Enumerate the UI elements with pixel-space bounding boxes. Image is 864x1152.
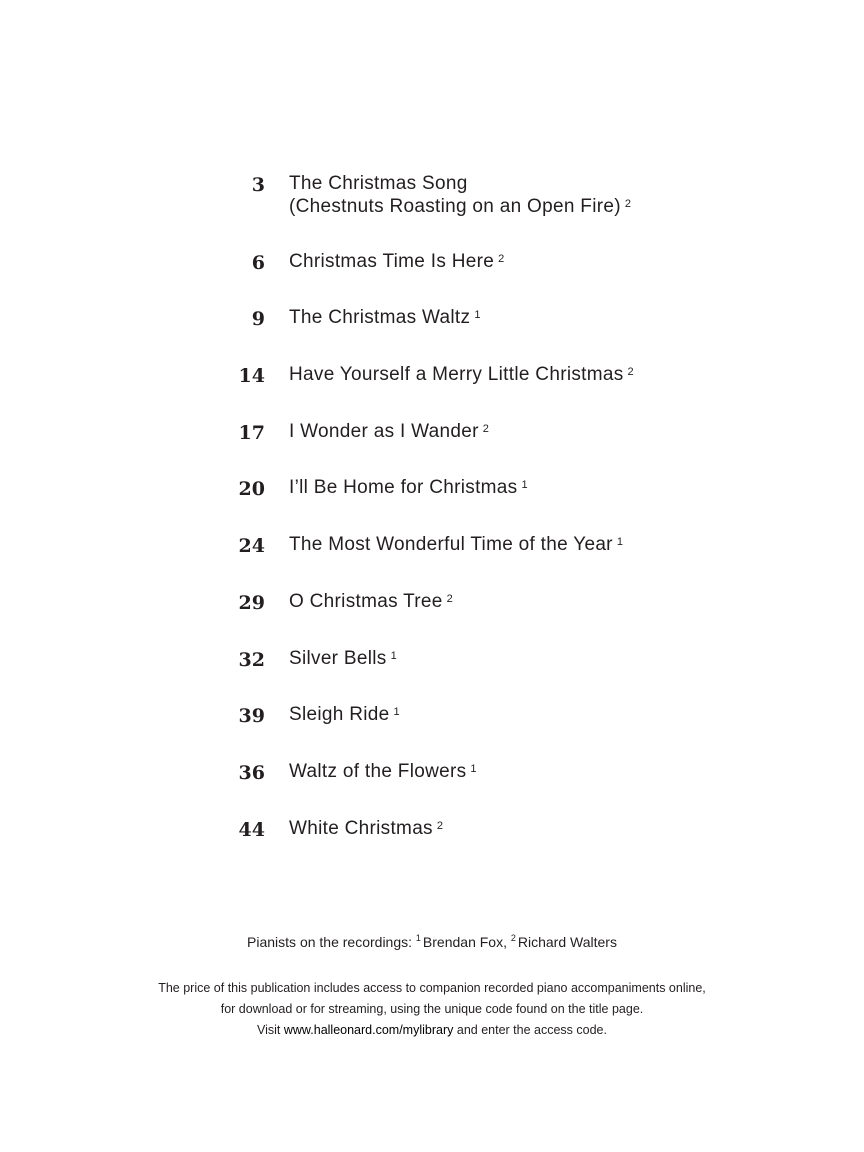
song-title bbox=[289, 363, 634, 388]
footnote-mark: 2 bbox=[446, 592, 454, 605]
footnote-mark: 2 bbox=[624, 198, 632, 210]
toc-entry[interactable] bbox=[0, 420, 864, 445]
table-of-contents bbox=[0, 172, 864, 873]
song-title-line bbox=[289, 703, 400, 726]
song-title-line bbox=[289, 306, 481, 329]
notice-line: for download or for streaming, using the unique code found on the title page. bbox=[220, 1002, 644, 1016]
footnote-mark: 2 bbox=[510, 933, 516, 943]
song-title-line bbox=[289, 420, 489, 443]
footnote-mark: 1 bbox=[474, 309, 481, 322]
pianist-name: Brendan Fox, bbox=[422, 934, 507, 950]
song-title-line bbox=[289, 647, 397, 670]
footnote-mark: 1 bbox=[470, 762, 477, 775]
song-title-line bbox=[289, 172, 631, 195]
page-number: 17 bbox=[238, 421, 265, 444]
page-number: 29 bbox=[238, 591, 265, 614]
toc-entry[interactable] bbox=[0, 172, 864, 218]
title-text: Waltz of the Flowers bbox=[289, 760, 467, 782]
song-title bbox=[289, 250, 505, 275]
page-number: 3 bbox=[251, 174, 265, 196]
page-number: 20 bbox=[238, 478, 265, 501]
toc-entry[interactable] bbox=[0, 703, 864, 728]
page-number: 9 bbox=[251, 308, 265, 331]
page-number: 32 bbox=[238, 648, 265, 671]
title-text: The Christmas Song bbox=[289, 173, 468, 194]
footnote-mark: 2 bbox=[482, 422, 490, 435]
song-title bbox=[289, 172, 631, 218]
song-title bbox=[289, 306, 481, 331]
song-title bbox=[289, 533, 623, 558]
access-notice bbox=[0, 978, 864, 1041]
song-title-line bbox=[289, 760, 477, 783]
song-title-line bbox=[289, 195, 631, 218]
notice-text: Visit bbox=[257, 1023, 281, 1037]
song-title-line bbox=[289, 590, 453, 613]
song-title bbox=[289, 817, 443, 842]
toc-entry[interactable] bbox=[0, 363, 864, 388]
song-title bbox=[289, 420, 489, 445]
song-title-line bbox=[289, 250, 505, 273]
title-text: Have Yourself a Merry Little Christmas bbox=[289, 364, 624, 386]
toc-entry[interactable] bbox=[0, 590, 864, 615]
title-text: Sleigh Ride bbox=[289, 704, 390, 726]
footnote-mark: 1 bbox=[415, 933, 421, 943]
notice-line: The price of this publication includes access to companion recorded piano accompaniments online, bbox=[158, 981, 706, 995]
footnote-mark: 2 bbox=[436, 819, 444, 832]
footnote-mark: 1 bbox=[390, 649, 397, 662]
footnote-mark: 1 bbox=[521, 479, 528, 492]
title-text: I’ll Be Home for Christmas bbox=[289, 477, 518, 499]
page-number: 6 bbox=[251, 251, 265, 274]
song-title-line bbox=[289, 817, 443, 840]
page-number: 39 bbox=[238, 705, 265, 728]
notice-text: and enter the access code. bbox=[456, 1023, 607, 1037]
title-text: The Christmas Waltz bbox=[289, 307, 471, 329]
title-text: I Wonder as I Wander bbox=[289, 420, 479, 442]
title-text: (Chestnuts Roasting on an Open Fire) bbox=[289, 196, 621, 217]
song-title-line bbox=[289, 363, 634, 386]
title-text: O Christmas Tree bbox=[289, 590, 443, 612]
page-number: 44 bbox=[238, 818, 265, 841]
pianists-credit bbox=[0, 934, 864, 950]
song-title-line bbox=[289, 533, 623, 556]
toc-entry[interactable] bbox=[0, 250, 864, 275]
page-number: 14 bbox=[238, 365, 265, 388]
title-text: Christmas Time Is Here bbox=[289, 250, 495, 272]
title-text: White Christmas bbox=[289, 817, 433, 839]
toc-entry[interactable] bbox=[0, 817, 864, 842]
song-title bbox=[289, 590, 453, 615]
footnote-mark: 1 bbox=[393, 706, 400, 719]
page-number: 24 bbox=[238, 535, 265, 558]
pianist-name: Richard Walters bbox=[517, 934, 617, 950]
song-title bbox=[289, 476, 528, 501]
song-title-line bbox=[289, 476, 528, 499]
title-text: Silver Bells bbox=[289, 647, 387, 669]
song-title bbox=[289, 647, 397, 672]
toc-entry[interactable] bbox=[0, 760, 864, 785]
toc-entry[interactable] bbox=[0, 533, 864, 558]
notice-line bbox=[0, 1020, 864, 1041]
title-text: The Most Wonderful Time of the Year bbox=[289, 534, 613, 556]
footnote-mark: 2 bbox=[498, 252, 505, 265]
song-title bbox=[289, 760, 477, 785]
footnote-mark: 1 bbox=[616, 536, 624, 549]
footnote-mark: 2 bbox=[627, 366, 634, 379]
song-title bbox=[289, 703, 400, 728]
library-link[interactable]: www.halleonard.com/mylibrary bbox=[283, 1023, 454, 1037]
toc-entry[interactable] bbox=[0, 647, 864, 672]
page-number: 36 bbox=[238, 761, 265, 784]
toc-entry[interactable] bbox=[0, 306, 864, 331]
pianists-label: Pianists on the recordings: bbox=[247, 934, 413, 950]
toc-entry[interactable] bbox=[0, 476, 864, 501]
